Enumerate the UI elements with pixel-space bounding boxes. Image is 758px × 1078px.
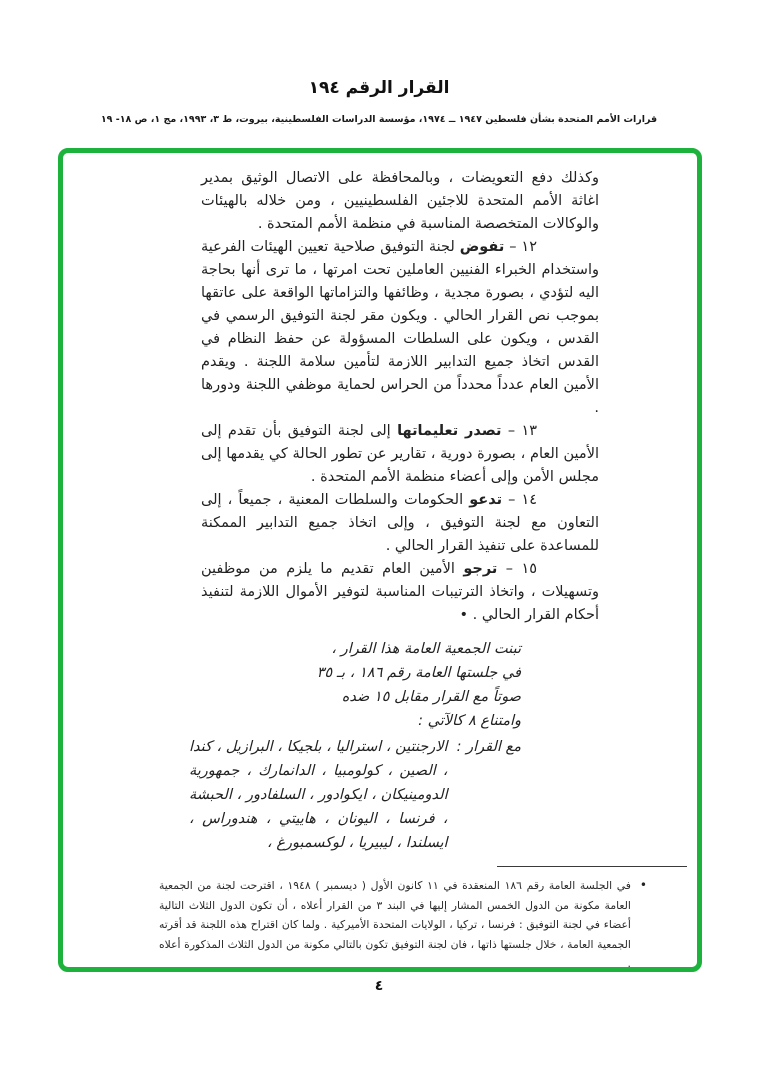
document-body [63,153,697,974]
page-number: ٤ [374,978,384,994]
footnote-text: في الجلسة العامة رقم ١٨٦ المنعقدة في ١١ كانون الأول ( ديسمبر ) ١٩٤٨ ، اقترحت لجنة من الجمعية العامة مكونة من الدول الخمس المشار إليها في البند ٣ من القرار أعلاه ، أن تكون الدول الثلاث التالية أعضاء في لجنة التوفيق : فرنسا ، تركيا ، الولايات المتحدة الأميركية . ولما كان اقتراح هذه اللجنة قد أقرته الجمعية العامة ، خلال جلستها ذاتها ، فان لجنة التوفيق تكون بالتالي مكونة من الدول الثلاث المذكورة أعلاه . [159,879,631,970]
paragraph-text: الحكومات والسلطات المعنية ، جميعاً ، إلى التعاون مع لجنة التوفيق ، وإلى اتخاذ جميع التدابير الممكنة للمساعدة على تنفيذ القرار الحالي . [201,492,599,554]
footnote [159,876,647,974]
paragraph-number: ١٤ – [508,492,538,508]
paragraph-lead: تفوض [459,239,505,255]
paragraph-lead: ترجو [463,561,498,577]
document-green-frame [58,148,702,972]
vote-label: مع القرار : [456,739,521,755]
paragraph-13 [201,420,599,489]
paragraph-text: لجنة التوفيق صلاحية تعيين الهيئات الفرعية واستخدام الخبراء الفنيين العاملين تحت امرتها ، ما ترى أنها بحاجة اليه لتؤدي ، بصورة مجدية ، وظائفها والتزاماتها الواقعة على عاتقها بموجب نص القرار الحالي . ويكون مقر لجنة التوفيق الرسمي في القدس ، ويكون على السلطات المسؤولة عن حفظ النظام في القدس اتخاذ جميع التدابير اللازمة لتأمين سلامة اللجنة . ويقدم الأمين العام عدداً محدداً من الحراس لحماية موظفي اللجنة ودورها . [201,239,599,416]
paragraph-lead: تصدر تعليماتها [397,423,502,439]
page-subtitle: قرارات الأمم المتحدة بشأن فلسطين ١٩٤٧ ــ ١٩٧٤، مؤسسة الدراسات الفلسطينية، بيروت، ط ٣، ١٩٩٣، مج ١، ص ١٨- ١٩ [100,114,658,125]
adoption-line: وامتناع ٨ كالآتي : [418,713,521,729]
vote-countries: الارجنتين ، استراليا ، بلجيكا ، البرازيل ، كندا ، الصين ، كولومبيا ، الدانمارك ، جمهورية الدومينيكان ، ايكوادور ، السلفادور ، الحبشة ، فرنسا ، اليونان ، هاييتي ، هندوراس ، ايسلندا ، ليبيريا ، لوكسمبورغ ، [188,739,448,851]
paragraph-number: ١٣ – [507,423,538,439]
adoption-note [201,637,521,733]
adoption-line: صوتاً مع القرار مقابل ١٥ ضده [341,689,521,705]
paragraph-text: وكذلك دفع التعويضات ، وبالمحافظة على الاتصال الوثيق بمدير اغاثة الأمم المتحدة للاجئين الفلسطينيين ، ومن خلاله بالهيئات والوكالات المتخصصة المناسبة في منظمة الأمم المتحدة . [201,170,599,232]
paragraph-number: ١٢ – [509,239,537,255]
adoption-line: في جلستها العامة رقم ١٨٦ ، بـ ٣٥ [316,665,521,681]
paragraph-text: إلى لجنة التوفيق بأن تقدم إلى الأمين العام ، بصورة دورية ، تقارير عن تطور الحالة كي يقدمها إلى مجلس الأمن وإلى أعضاء منظمة الأمم المتحدة . [201,423,599,485]
paragraph-number: ١٥ – [505,561,538,577]
paragraph-lead: تدعو [469,492,503,508]
footnote-divider [497,866,687,867]
paragraph-14 [201,489,599,558]
footnote-bullet-icon: • [639,878,647,892]
paragraph-text: الأمين العام تقديم ما يلزم من موظفين وتسهيلات ، واتخاذ الترتيبات المناسبة لتوفير الأموال اللازمة لتنفيذ أحكام القرار الحالي . • [201,561,599,623]
page-title: القرار الرقم ١٩٤ [308,78,450,98]
paragraph-12 [201,236,599,420]
adoption-line: تبنت الجمعية العامة هذا القرار ، [331,641,521,657]
paragraph-15 [201,558,599,627]
paragraph-continuation [201,167,599,236]
vote-with-list [189,735,521,855]
